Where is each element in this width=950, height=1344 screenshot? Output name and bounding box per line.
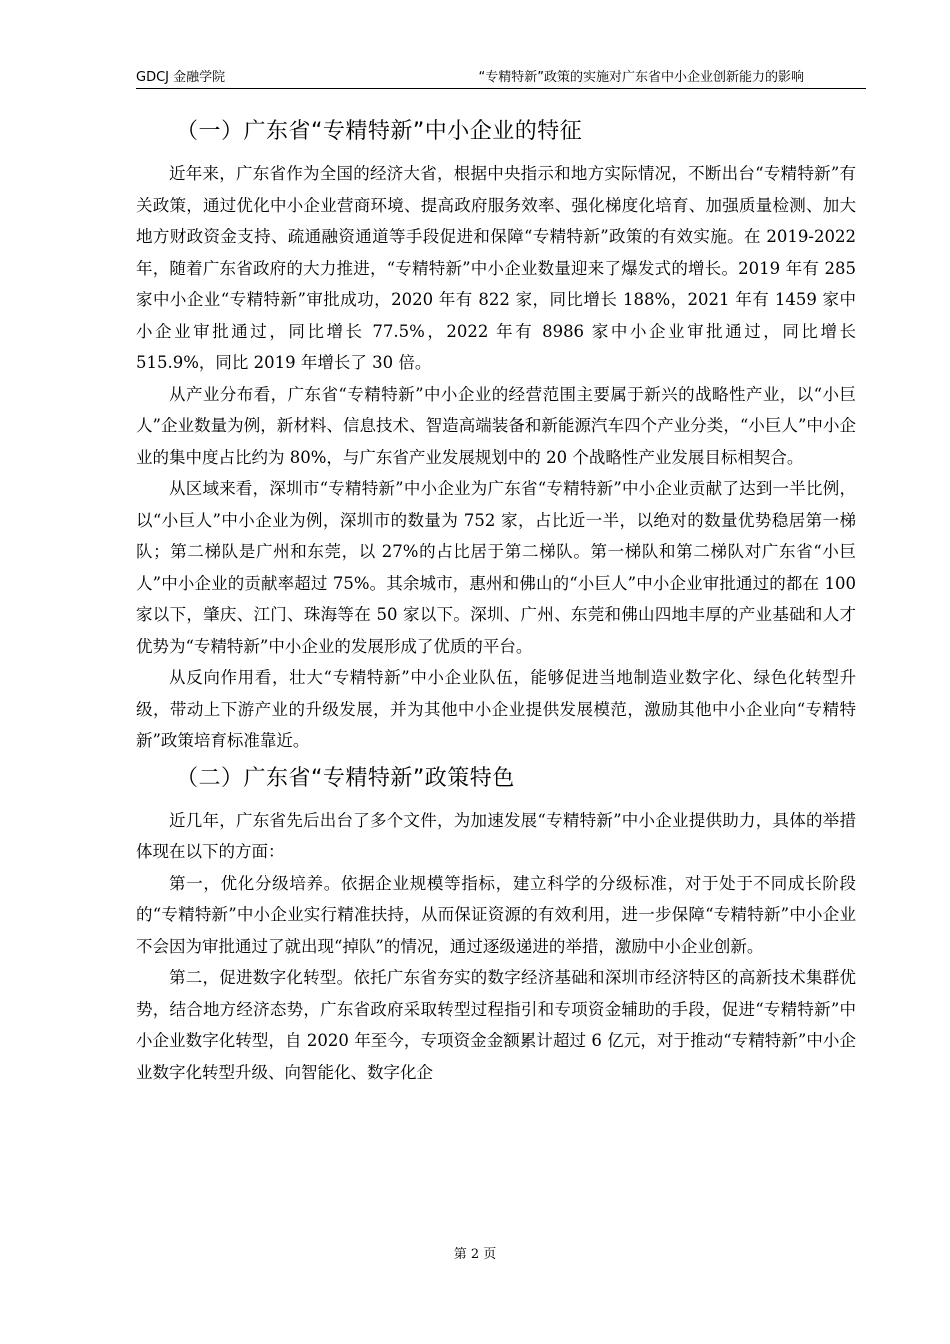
section-1-heading: （一）广东省“专精特新”中小企业的特征 <box>176 119 583 144</box>
page-number: 第 2 页 <box>453 1247 497 1262</box>
paragraph: 第二，促进数字化转型。依托广东省夯实的数字经济基础和深圳市经济特区的高新技术集群优势，结合地方经济态势，广东省政府采取转型过程指引和专项资金辅助的手段，促进“专精特新”中小企业数字化转型，自 2020 年至今，专项资金金额累计超过 6 亿元，对于推动“专精特新”中小企业数字化转型升级、向智能化、数字化企 <box>136 968 856 1082</box>
page-header <box>136 70 866 89</box>
page-body <box>136 110 856 1088</box>
paragraph: 近年来，广东省作为全国的经济大省，根据中央指示和地方实际情况，不断出台“专精特新”有关政策，通过优化中小企业营商环境、提高政府服务效率、强化梯度化培育、加强质量检测、加大地方财政资金支持、疏通融资通道等手段促进和保障“专精特新”政策的有效实施。在 2019-2022 年，随着广东省政府的大力推进，“专精特新”中小企业数量迎来了爆发式的增长。2019 年有 285 家中小企业“专精特新”审批成功，2020 年有 822 家，同比增长 188%，2021 年有 1459 家中小企业审批通过，同比增长 77.5%，2022 年有 8986 家中小企业审批通过，同比增长 515.9%，同比 2019 年增长了 30 倍。 <box>136 164 856 372</box>
header-institution: GDCJ 金融学院 <box>136 70 226 85</box>
header-paper-title: “专精特新”政策的实施对广东省中小企业创新能力的影响 <box>478 70 804 85</box>
paragraph: 第一，优化分级培养。依据企业规模等指标，建立科学的分级标准，对于处于不同成长阶段的“专精特新”中小企业实行精准扶持，从而保证资源的有效利用，进一步保障“专精特新”中小企业不会因为审批通过了就出现“掉队”的情况，通过逐级递进的举措，激励中小企业创新。 <box>136 873 856 956</box>
section-2-heading: （二）广东省“专精特新”政策特色 <box>176 765 515 791</box>
paragraph: 从区域来看，深圳市“专精特新”中小企业为广东省“专精特新”中小企业贡献了达到一半比例，以“小巨人”中小企业为例，深圳市的数量为 752 家，占比近一半，以绝对的数量优势稳居第一梯队；第二梯队是广州和东莞，以 27%的占比居于第二梯队。第一梯队和第二梯队对广东省“小巨人”中小企业的贡献率超过 75%。其余城市，惠州和佛山的“小巨人”中小企业审批通过的都在 100 家以下，肇庆、江门、珠海等在 50 家以下。深圳、广州、东莞和佛山四地丰厚的产业基础和人才优势为“专精特新”中小企业的发展形成了优质的平台。 <box>136 479 856 656</box>
paragraph: 从产业分布看，广东省“专精特新”中小企业的经营范围主要属于新兴的战略性产业，以“小巨人”企业数量为例，新材料、信息技术、智造高端装备和新能源汽车四个产业分类，“小巨人”中小企业的集中度占比约为 80%，与广东省产业发展规划中的 20 个战略性产业发展目标相契合。 <box>136 384 856 467</box>
paragraph: 近几年，广东省先后出台了多个文件，为加速发展“专精特新”中小企业提供助力，具体的举措体现在以下的方面： <box>136 810 856 861</box>
paragraph: 从反向作用看，壮大“专精特新”中小企业队伍，能够促进当地制造业数字化、绿色化转型升级，带动上下游产业的升级发展，并为其他中小企业提供发展模范，激励其他中小企业向“专精特新”政策培育标准靠近。 <box>136 668 856 750</box>
